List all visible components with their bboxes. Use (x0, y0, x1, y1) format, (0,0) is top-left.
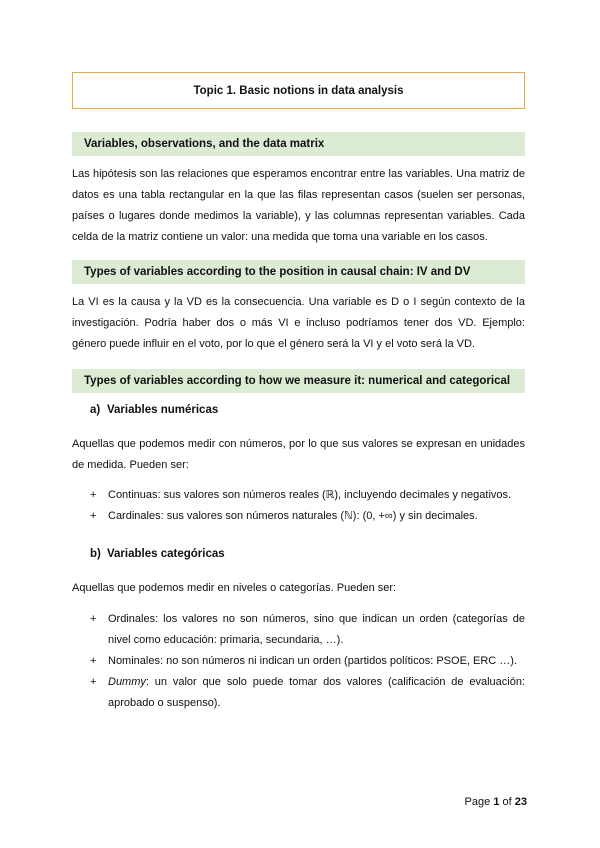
numerical-intro: Aquellas que podemos medir con números, por lo que sus valores se expresan en unidades de medida. Pueden ser: (72, 438, 525, 471)
subheading-text: Variables categóricas (107, 548, 225, 560)
list-item: + Ordinales: los valores no son números, sino que indican un orden (categorías de nivel como educación: primaria, secundaria, …). (90, 609, 525, 651)
topic-title: Topic 1. Basic notions in data analysis (72, 72, 525, 109)
subheading-text: Variables numéricas (107, 404, 219, 416)
bullet-plus-icon: + (90, 489, 97, 501)
dummy-term: Dummy (108, 676, 146, 688)
numerical-list (90, 485, 525, 527)
categorical-intro: Aquellas que podemos medir en niveles o categorías. Pueden ser: (72, 582, 397, 594)
list-item: + Dummy: un valor que solo puede tomar dos valores (calificación de evaluación: aprobado o suspenso). (90, 672, 525, 714)
bullet-plus-icon: + (90, 510, 97, 522)
subheading-numerical (90, 404, 218, 416)
list-item: + Nominales: no son números ni indican un orden (partidos políticos: PSOE, ERC …). (90, 651, 525, 672)
bullet-plus-icon: + (90, 655, 97, 667)
section-heading-variables: Variables, observations, and the data matrix (72, 132, 525, 156)
page-number: Page 1 of 23 (464, 796, 527, 808)
subheading-letter: b) (90, 548, 101, 560)
bullet-plus-icon: + (90, 613, 97, 625)
categorical-list (90, 609, 525, 714)
list-item: + Cardinales: sus valores son números naturales (ℕ): (0, +∞) y sin decimales. (90, 506, 525, 527)
subheading-letter: a) (90, 404, 101, 416)
section-heading-causal-chain: Types of variables according to the position in causal chain: IV and DV (72, 260, 525, 284)
section-heading-measurement: Types of variables according to how we measure it: numerical and categorical (72, 369, 525, 393)
section-paragraph-causal-chain: La VI es la causa y la VD es la consecuencia. Una variable es D o I según contexto de la investigación. Podría haber dos o más VI e incluso podríamos tener dos VD. Ejemplo: género puede influir en el voto, por lo que el género será la VI y el voto será la VD. (72, 296, 525, 350)
subheading-categorical (90, 548, 225, 560)
list-item: + Continuas: sus valores son números reales (ℝ), incluyendo decimales y negativos. (90, 485, 525, 506)
bullet-plus-icon: + (90, 676, 97, 688)
section-paragraph-variables: Las hipótesis son las relaciones que esperamos encontrar entre las variables. Una matriz de datos es una tabla rectangular en la que las filas representan casos (suelen ser personas, países o lugares donde medimos la variable), y las columnas representan variables. Cada celda de la matriz contiene un valor: una medida que toma una variable en los casos. (72, 168, 525, 243)
